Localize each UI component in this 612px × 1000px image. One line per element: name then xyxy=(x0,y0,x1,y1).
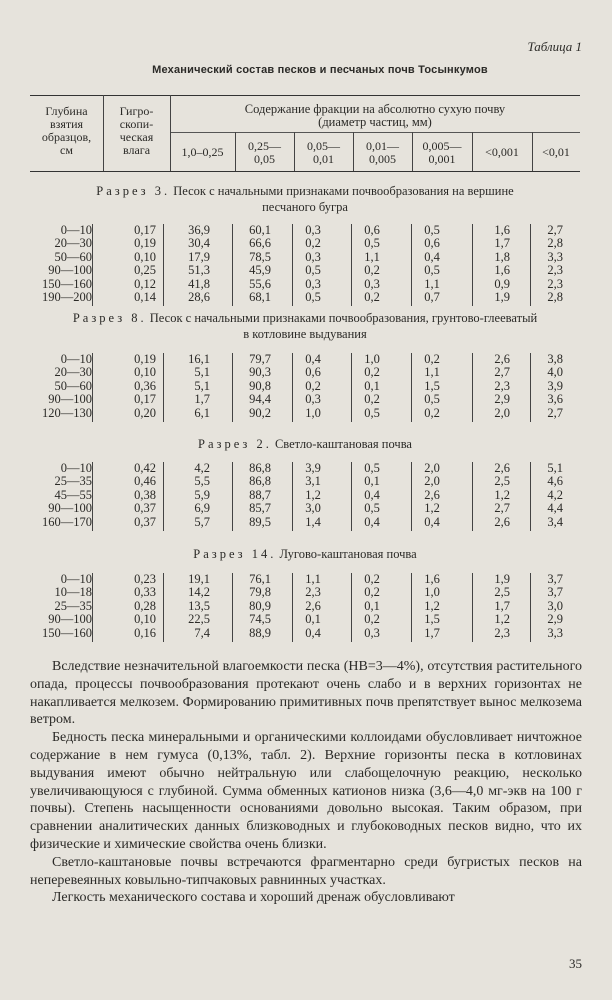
cell-fraction: 0,2 xyxy=(424,405,440,420)
cell-fraction: 13,5 xyxy=(188,598,210,613)
section-rows xyxy=(30,573,580,642)
cell-fraction: 1,0 xyxy=(305,405,321,420)
body-text xyxy=(30,658,582,907)
cell-fraction: 0,2 xyxy=(364,263,380,278)
header-fraction xyxy=(412,140,472,166)
cell-fraction: 1,0 xyxy=(364,352,380,366)
cell-fraction: 0,2 xyxy=(364,290,380,304)
cell-fraction: 3,0 xyxy=(305,501,321,516)
table-row xyxy=(30,366,580,380)
cell-fraction: 79,8 xyxy=(249,585,271,600)
section-description: Песок с начальными признаками почвообразования на вершине xyxy=(170,184,514,198)
header-hygro-line: скопи- xyxy=(119,117,154,131)
cell-fraction: 0,2 xyxy=(364,585,380,600)
cell-fraction: 0,3 xyxy=(305,392,321,407)
cell-fraction: 22,5 xyxy=(188,612,210,627)
cell-depth: 10—18 xyxy=(54,585,92,600)
cell-fraction: 1,2 xyxy=(424,501,440,516)
cell-fraction: 1,6 xyxy=(494,263,510,278)
cell-fraction: 4,6 xyxy=(547,474,563,489)
header-hygro xyxy=(103,105,170,157)
cell-hygro: 0,19 xyxy=(134,236,156,251)
cell-fraction: 0,4 xyxy=(364,514,380,529)
paragraph: Легкость механического состава и хороший дренаж обусловливают xyxy=(52,890,455,906)
section-title xyxy=(30,546,580,562)
cell-fraction: 89,5 xyxy=(249,514,271,529)
cell-fraction: 0,6 xyxy=(424,236,440,251)
header-content-line: Содержание фракции на абсолютно сухую почву xyxy=(244,102,506,116)
cell-fraction: 7,4 xyxy=(194,625,210,640)
cell-fraction: 30,4 xyxy=(188,236,210,251)
cell-fraction: 2,3 xyxy=(547,263,563,278)
header-content xyxy=(170,103,580,129)
cell-depth: 190—200 xyxy=(42,290,92,304)
header-fraction-line: <0,01 xyxy=(542,145,570,159)
table-row xyxy=(30,586,580,600)
cell-fraction: 0,5 xyxy=(364,461,380,475)
cell-fraction: 0,3 xyxy=(364,276,380,291)
header-fraction xyxy=(170,146,235,159)
table-row xyxy=(30,393,580,407)
cell-fraction: 0,5 xyxy=(364,236,380,251)
cell-depth: 90—100 xyxy=(48,392,92,407)
cell-fraction: 17,9 xyxy=(188,249,210,264)
cell-fraction: 1,9 xyxy=(494,290,510,304)
cell-fraction: 2,3 xyxy=(547,276,563,291)
cell-fraction: 0,3 xyxy=(305,276,321,291)
cell-fraction: 90,2 xyxy=(249,405,271,420)
cell-fraction: 2,8 xyxy=(547,290,563,304)
cell-hygro: 0,36 xyxy=(134,378,156,393)
cell-fraction: 2,9 xyxy=(547,612,563,627)
table-title: Механический состав песков и песчаных почв Тосынкумов xyxy=(152,64,488,76)
cell-fraction: 0,2 xyxy=(364,572,380,586)
cell-fraction: 51,3 xyxy=(188,263,210,278)
cell-hygro: 0,37 xyxy=(134,514,156,529)
cell-fraction: 2,0 xyxy=(424,474,440,489)
cell-depth: 20—30 xyxy=(54,365,92,380)
cell-depth: 0—10 xyxy=(60,461,92,475)
cell-hygro: 0,12 xyxy=(134,276,156,291)
cell-fraction: 2,0 xyxy=(424,461,440,475)
cell-fraction: 0,2 xyxy=(305,378,321,393)
cell-fraction: 14,2 xyxy=(188,585,210,600)
cell-fraction: 80,9 xyxy=(249,598,271,613)
cell-fraction: 5,5 xyxy=(194,474,210,489)
section-description: Лугово-каштановая почва xyxy=(276,547,417,561)
table-row xyxy=(30,516,580,530)
cell-fraction: 1,8 xyxy=(494,249,510,264)
cell-fraction: 4,0 xyxy=(547,365,563,380)
header-depth-line: см xyxy=(60,143,73,157)
cell-fraction: 0,5 xyxy=(424,392,440,407)
cell-fraction: 28,6 xyxy=(188,290,210,304)
table-row xyxy=(30,613,580,627)
cell-fraction: 1,4 xyxy=(305,514,321,529)
cell-fraction: 3,0 xyxy=(547,598,563,613)
cell-fraction: 0,5 xyxy=(364,501,380,516)
cell-fraction: 55,6 xyxy=(249,276,271,291)
cell-fraction: 1,2 xyxy=(305,487,321,502)
paragraph: Бедность песка минеральными и органическими коллоидами обусловливает ничтожное содержание в нем гумуса (0,13%, табл. 2). Верхние горизонты песка в котловинах выдувания имеют обычно нейтральную или слабощелочную реакцию, несколько увеличивающуюся с глубиной. Сумма обменных катионов низка (3,6—4,0 мг-экв на 100 г почвы). Степень насыщенности основаниями довольно высокая. Таким образом, при сравнении аналитических данных близководных и глубоководных песков видно, что их физические и химические свойства очень близки. xyxy=(30,730,582,852)
header-fraction-line: 0,01— xyxy=(366,139,399,153)
table-row xyxy=(30,237,580,251)
cell-fraction: 1,2 xyxy=(494,612,510,627)
cell-fraction: 0,4 xyxy=(364,487,380,502)
header-fraction xyxy=(294,140,353,166)
cell-depth: 0—10 xyxy=(60,572,92,586)
header-fraction xyxy=(353,140,412,166)
cell-hygro: 0,17 xyxy=(134,392,156,407)
section-lead: Разрез 3. xyxy=(96,184,171,198)
cell-fraction: 36,9 xyxy=(188,223,210,237)
cell-hygro: 0,42 xyxy=(134,461,156,475)
cell-fraction: 0,1 xyxy=(364,474,380,489)
section-title xyxy=(30,183,580,215)
cell-hygro: 0,14 xyxy=(134,290,156,304)
table-row xyxy=(30,502,580,516)
paragraph: Светло-каштановые почвы встречаются фрагментарно среди бугристых песков на неперевеянных ковыльно-типчаковых равнинных участках. xyxy=(30,854,582,888)
cell-fraction: 76,1 xyxy=(249,572,271,586)
cell-hygro: 0,10 xyxy=(134,365,156,380)
cell-depth: 150—160 xyxy=(42,625,92,640)
table-number: Таблица 1 xyxy=(527,39,582,54)
table-row xyxy=(30,291,580,305)
cell-fraction: 3,7 xyxy=(547,572,563,586)
section-lead: Разрез 14. xyxy=(193,547,277,561)
cell-fraction: 0,2 xyxy=(424,352,440,366)
cell-fraction: 6,1 xyxy=(194,405,210,420)
cell-depth: 90—100 xyxy=(48,263,92,278)
cell-fraction: 2,6 xyxy=(494,514,510,529)
cell-fraction: 86,8 xyxy=(249,474,271,489)
cell-fraction: 0,1 xyxy=(305,612,321,627)
cell-hygro: 0,38 xyxy=(134,487,156,502)
cell-fraction: 3,4 xyxy=(547,514,563,529)
cell-depth: 50—60 xyxy=(54,249,92,264)
table-top-rule xyxy=(30,95,580,96)
cell-fraction: 0,3 xyxy=(364,625,380,640)
section-title xyxy=(30,436,580,452)
header-depth-line: Глубина xyxy=(45,104,88,118)
cell-fraction: 3,8 xyxy=(547,352,563,366)
cell-fraction: 74,5 xyxy=(249,612,271,627)
section-title-line xyxy=(30,183,580,199)
cell-depth: 45—55 xyxy=(54,487,92,502)
cell-fraction: 0,1 xyxy=(364,598,380,613)
paragraph: Вследствие незначительной влагоемкости песка (НВ=3—4%), отсутствия растительного опада, процессы почвообразования протекают очень слабо и в верхних горизонтах не накапливается мелкозем. Формированию примитивных почв препятствует вынос мелкозема ветром. xyxy=(30,659,582,728)
cell-fraction: 0,5 xyxy=(305,263,321,278)
cell-fraction: 3,9 xyxy=(547,378,563,393)
cell-fraction: 3,7 xyxy=(547,585,563,600)
section-rows xyxy=(30,462,580,531)
cell-fraction: 0,7 xyxy=(424,290,440,304)
cell-fraction: 2,6 xyxy=(424,487,440,502)
cell-depth: 160—170 xyxy=(42,514,92,529)
section-lead: Разрез 2. xyxy=(198,437,272,451)
cell-fraction: 90,8 xyxy=(249,378,271,393)
header-fraction-line: 0,005 xyxy=(369,152,396,166)
cell-fraction: 1,1 xyxy=(364,249,380,264)
cell-depth: 25—35 xyxy=(54,474,92,489)
cell-depth: 150—160 xyxy=(42,276,92,291)
table-row xyxy=(30,627,580,641)
header-fraction xyxy=(235,140,294,166)
cell-fraction: 2,7 xyxy=(547,223,563,237)
cell-fraction: 0,6 xyxy=(364,223,380,237)
cell-hygro: 0,28 xyxy=(134,598,156,613)
cell-fraction: 3,9 xyxy=(305,461,321,475)
header-hygro-line: влага xyxy=(122,143,151,157)
cell-fraction: 68,1 xyxy=(249,290,271,304)
cell-fraction: 1,1 xyxy=(424,276,440,291)
cell-fraction: 1,2 xyxy=(424,598,440,613)
section-title xyxy=(30,310,580,342)
cell-depth: 0—10 xyxy=(60,223,92,237)
cell-fraction: 2,5 xyxy=(494,585,510,600)
cell-fraction: 4,2 xyxy=(194,461,210,475)
header-fraction xyxy=(472,146,532,159)
header-fraction-line: 1,0–0,25 xyxy=(181,145,224,159)
cell-fraction: 45,9 xyxy=(249,263,271,278)
section-title-line xyxy=(30,436,580,452)
section-rows xyxy=(30,224,580,306)
cell-hygro: 0,46 xyxy=(134,474,156,489)
cell-depth: 120—130 xyxy=(42,405,92,420)
header-fraction-line: 0,01 xyxy=(313,152,334,166)
cell-hygro: 0,10 xyxy=(134,249,156,264)
cell-fraction: 2,7 xyxy=(547,405,563,420)
section-title-line: песчаного бугра xyxy=(262,200,348,214)
header-fraction-line: 0,001 xyxy=(428,152,456,166)
header-depth-line: взятия xyxy=(49,117,84,131)
cell-fraction: 1,7 xyxy=(424,625,440,640)
section-title-line xyxy=(30,546,580,562)
cell-hygro: 0,17 xyxy=(134,223,156,237)
cell-depth: 20—30 xyxy=(54,236,92,251)
header-hygro-line: Гигро- xyxy=(119,104,154,118)
section-title-line: в котловине выдувания xyxy=(243,327,367,341)
cell-depth: 90—100 xyxy=(48,501,92,516)
cell-fraction: 0,2 xyxy=(305,236,321,251)
cell-fraction: 88,7 xyxy=(249,487,271,502)
table-row xyxy=(30,407,580,421)
cell-fraction: 3,3 xyxy=(547,625,563,640)
cell-fraction: 1,5 xyxy=(424,612,440,627)
cell-fraction: 0,2 xyxy=(364,612,380,627)
table-header-bottom-rule xyxy=(30,171,580,172)
table-header-mid-rule xyxy=(170,132,580,133)
cell-hygro: 0,25 xyxy=(134,263,156,278)
cell-fraction: 78,5 xyxy=(249,249,271,264)
cell-fraction: 85,7 xyxy=(249,501,271,516)
cell-fraction: 2,6 xyxy=(494,352,510,366)
cell-depth: 90—100 xyxy=(48,612,92,627)
cell-hygro: 0,33 xyxy=(134,585,156,600)
cell-fraction: 4,4 xyxy=(547,501,563,516)
cell-fraction: 0,5 xyxy=(305,290,321,304)
cell-fraction: 0,4 xyxy=(305,352,321,366)
cell-fraction: 1,6 xyxy=(494,223,510,237)
cell-fraction: 2,6 xyxy=(494,461,510,475)
cell-fraction: 5,1 xyxy=(194,378,210,393)
cell-fraction: 0,5 xyxy=(424,263,440,278)
cell-fraction: 0,5 xyxy=(424,223,440,237)
cell-fraction: 5,7 xyxy=(194,514,210,529)
cell-fraction: 0,4 xyxy=(424,514,440,529)
cell-fraction: 66,6 xyxy=(249,236,271,251)
cell-fraction: 16,1 xyxy=(188,352,210,366)
cell-fraction: 1,2 xyxy=(494,487,510,502)
cell-fraction: 90,3 xyxy=(249,365,271,380)
cell-fraction: 1,1 xyxy=(305,572,321,586)
cell-fraction: 2,3 xyxy=(305,585,321,600)
header-depth-line: образцов, xyxy=(41,130,92,144)
cell-fraction: 2,3 xyxy=(494,378,510,393)
table-row xyxy=(30,475,580,489)
cell-fraction: 6,9 xyxy=(194,501,210,516)
cell-fraction: 1,0 xyxy=(424,585,440,600)
cell-fraction: 2,7 xyxy=(494,365,510,380)
cell-fraction: 2,0 xyxy=(494,405,510,420)
cell-fraction: 0,3 xyxy=(305,223,321,237)
cell-fraction: 4,2 xyxy=(547,487,563,502)
cell-fraction: 94,4 xyxy=(249,392,271,407)
cell-fraction: 2,3 xyxy=(494,625,510,640)
cell-hygro: 0,16 xyxy=(134,625,156,640)
cell-fraction: 1,6 xyxy=(424,572,440,586)
section-description: Светло-каштановая почва xyxy=(271,437,412,451)
cell-fraction: 5,1 xyxy=(547,461,563,475)
cell-fraction: 5,1 xyxy=(194,365,210,380)
cell-depth: 0—10 xyxy=(60,352,92,366)
cell-fraction: 1,5 xyxy=(424,378,440,393)
cell-fraction: 2,7 xyxy=(494,501,510,516)
cell-fraction: 0,3 xyxy=(305,249,321,264)
cell-fraction: 1,9 xyxy=(494,572,510,586)
cell-fraction: 0,9 xyxy=(494,276,510,291)
header-fraction-line: 0,25— xyxy=(248,139,281,153)
cell-fraction: 0,5 xyxy=(364,405,380,420)
cell-hygro: 0,23 xyxy=(134,572,156,586)
cell-fraction: 0,4 xyxy=(305,625,321,640)
cell-fraction: 0,2 xyxy=(364,392,380,407)
cell-fraction: 2,9 xyxy=(494,392,510,407)
section-title-line xyxy=(30,310,580,326)
header-depth xyxy=(30,105,103,157)
cell-depth: 50—60 xyxy=(54,378,92,393)
cell-fraction: 1,7 xyxy=(494,598,510,613)
cell-fraction: 2,8 xyxy=(547,236,563,251)
cell-fraction: 60,1 xyxy=(249,223,271,237)
cell-fraction: 3,6 xyxy=(547,392,563,407)
page-number: 35 xyxy=(569,956,582,971)
cell-fraction: 2,5 xyxy=(494,474,510,489)
cell-fraction: 1,7 xyxy=(194,392,210,407)
cell-fraction: 19,1 xyxy=(188,572,210,586)
header-fraction-line: <0,001 xyxy=(485,145,519,159)
cell-fraction: 3,3 xyxy=(547,249,563,264)
cell-depth: 25—35 xyxy=(54,598,92,613)
section-description: Песок с начальными признаками почвообразования, грунтово-глееватый xyxy=(146,311,538,325)
header-fraction-line: 0,05 xyxy=(254,152,275,166)
header-fraction xyxy=(532,146,580,159)
header-content-line: (диаметр частиц, мм) xyxy=(318,115,432,129)
cell-hygro: 0,10 xyxy=(134,612,156,627)
cell-hygro: 0,20 xyxy=(134,405,156,420)
cell-fraction: 0,4 xyxy=(424,249,440,264)
header-hygro-line: ческая xyxy=(119,130,154,144)
cell-fraction: 0,1 xyxy=(364,378,380,393)
cell-fraction: 41,8 xyxy=(188,276,210,291)
header-fraction-line: 0,05— xyxy=(307,139,340,153)
header-fraction-line: 0,005— xyxy=(422,139,462,153)
cell-fraction: 3,1 xyxy=(305,474,321,489)
cell-fraction: 88,9 xyxy=(249,625,271,640)
cell-fraction: 1,7 xyxy=(494,236,510,251)
cell-fraction: 1,1 xyxy=(424,365,440,380)
cell-fraction: 79,7 xyxy=(249,352,271,366)
section-lead: Разрез 8. xyxy=(72,311,147,325)
table-row xyxy=(30,264,580,278)
cell-fraction: 0,2 xyxy=(364,365,380,380)
cell-fraction: 2,6 xyxy=(305,598,321,613)
cell-fraction: 86,8 xyxy=(249,461,271,475)
cell-hygro: 0,37 xyxy=(134,501,156,516)
section-rows xyxy=(30,353,580,422)
cell-fraction: 5,9 xyxy=(194,487,210,502)
cell-fraction: 0,6 xyxy=(305,365,321,380)
cell-hygro: 0,19 xyxy=(134,352,156,366)
